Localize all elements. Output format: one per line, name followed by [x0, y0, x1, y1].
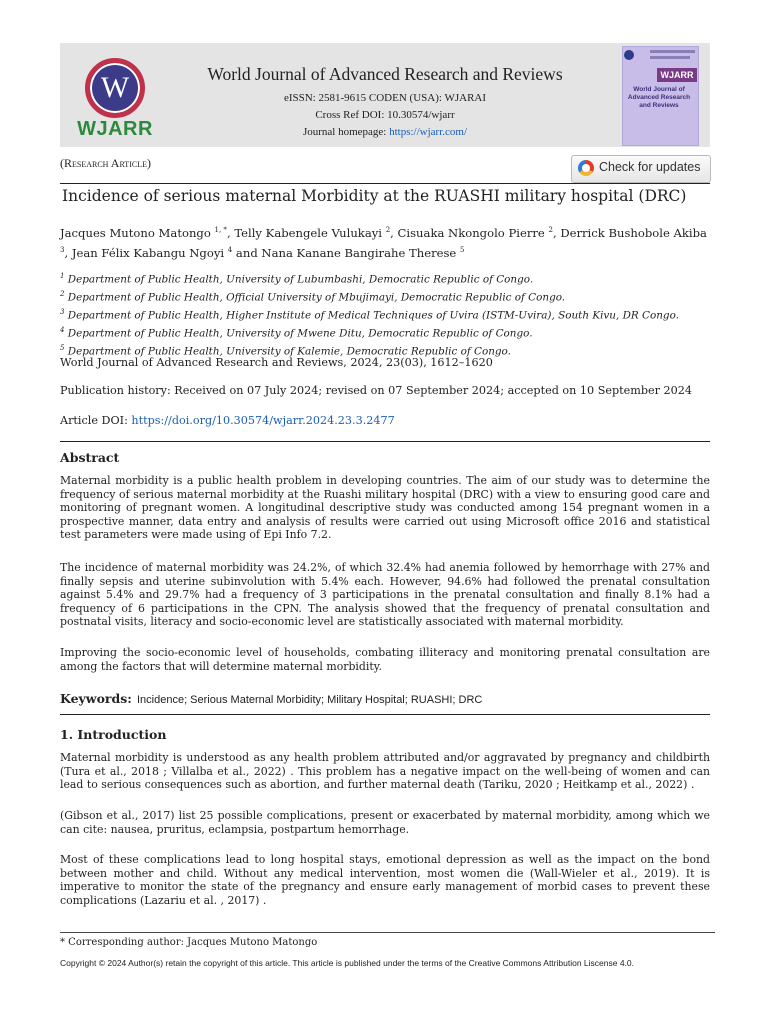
check-updates-label: Check for updates	[599, 160, 701, 174]
citation: World Journal of Advanced Research and Reviews, 2024, 23(03), 1612–1620	[60, 356, 493, 369]
cover-tag: WJARR	[657, 68, 697, 82]
divider	[60, 441, 710, 442]
affiliation: $^2$ Department of Public Health, Official University of Mbujimayi, Democratic Republic of Congo.	[60, 290, 566, 304]
intro-paragraph: (Gibson et al., 2017) list 25 possible complications, present or exacerbated by maternal morbidity, among which we can cite: nausea, pruritus, eclampsia, postpartum hemorrhage.	[60, 809, 710, 836]
section-heading: 1. Introduction	[60, 727, 167, 742]
journal-title: World Journal of Advanced Research and Reviews	[207, 64, 563, 84]
author: Derrick Bushobole Akiba $^3$,	[60, 225, 707, 260]
author: Jacques Mutono Matongo $^{1, *}$,	[60, 225, 235, 240]
article-doi	[60, 414, 710, 427]
corresponding-author: * Corresponding author: Jacques Mutono Matongo	[60, 937, 318, 948]
cover-badge-icon	[624, 50, 634, 60]
affiliation: $^3$ Department of Public Health, Higher Institute of Medical Techniques of Uvira (ISTM-Uvira), South Kivu, DR Congo.	[60, 308, 679, 322]
journal-homepage	[160, 126, 610, 138]
copyright-notice: Copyright © 2024 Author(s) retain the copyright of this article. This article is published under the terms of the Creative Commons Attribution Liscense 4.0.	[60, 958, 634, 968]
author: Telly Kabengele Vulukayi $^2$,	[234, 225, 398, 240]
footnote-rule	[60, 932, 715, 933]
author: Nana Kanane Bangirahe Therese $^5$	[261, 245, 465, 260]
affiliation-list	[60, 269, 720, 359]
cover-text: World Journal of Advanced Research and Reviews	[627, 86, 691, 109]
keywords	[60, 688, 710, 707]
keywords-label: Keywords:	[60, 691, 132, 706]
doi-link[interactable]: https://doi.org/10.30574/wjarr.2024.23.3.2477	[131, 414, 395, 427]
journal-issn: eISSN: 2581-9615 CODEN (USA): WJARAI	[283, 92, 487, 104]
abstract-paragraph: The incidence of maternal morbidity was 24.2%, of which 32.4% had anemia followed by hemorrhage with 27% and finally sepsis and uterine subinvolution with 5.4% each. However, 94.6% had followed the prenatal consultation against 5.4% and 29.7% had a frequency of 3 participations in the prenatal consultation and finally 8.1% had a frequency of 6 participations in the CPN. The analysis showed that the frequency of prenatal consultation and postnatal visits, literacy and socio-economic level are statistically associated with maternal morbidity.	[60, 561, 710, 629]
journal-logo-letter: W	[100, 71, 130, 104]
divider	[60, 714, 710, 715]
homepage-label: Journal homepage:	[302, 126, 390, 138]
publication-history: Publication history: Received on 07 July 2024; revised on 07 September 2024; accepted on 10 September 2024	[60, 384, 693, 397]
abstract-heading: Abstract	[60, 450, 120, 465]
intro-paragraph: Maternal morbidity is understood as any health problem attributed and/or aggravated by pregnancy and childbirth (Tura et al., 2018 ; Villalba et al., 2022) . This problem has a negative impact on the well-being of women and can lead to serious consequences such as abortion, and further maternal death (Tariku, 2020 ; Heitkamp et al., 2022) .	[60, 751, 710, 792]
cover-line	[650, 50, 695, 53]
abstract-paragraph: Maternal morbidity is a public health problem in developing countries. The aim of our study was to determine the frequency of serious maternal morbidity at the Ruashi military hospital (DRC) with a view to ensuring good care and monitoring of pregnant women. A longitudinal descriptive study was conducted among 154 pregnant women in a prospective manner, data entry and analysis of results were carried out using Microsoft office 2016 and statistical test parameters were made using of Epi Info 7.2.	[60, 474, 710, 542]
cover-line	[650, 56, 690, 59]
journal-doi: Cross Ref DOI: 10.30574/wjarr	[315, 109, 455, 121]
affiliation: $^5$ Department of Public Health, University of Kalemie, Democratic Republic of Congo.	[60, 344, 511, 358]
author: Cisuaka Nkongolo Pierre $^2$,	[397, 225, 561, 240]
article-type: (Research Article)	[60, 156, 151, 170]
doi-label: Article DOI:	[60, 414, 132, 427]
abstract-paragraph: Improving the socio-economic level of households, combating illiteracy and monitoring prenatal consultation are among the factors that will determine maternal morbidity.	[60, 646, 710, 673]
intro-paragraph: Most of these complications lead to long hospital stays, emotional depression as well as the impact on the bond between mother and child. Without any medical intervention, most women die (Wall-Wieler et al., 2019). It is imperative to monitor the state of the pregnancy and ensure early management of morbid cases to prevent these complications (Lazariu et al. , 2017) .	[60, 853, 710, 907]
check-updates-icon-center	[582, 164, 590, 172]
divider	[60, 183, 710, 184]
article-title: Incidence of serious maternal Morbidity at the RUASHI military hospital (DRC)	[62, 187, 687, 205]
journal-logo-text: WJARR	[77, 118, 153, 140]
author-list	[60, 222, 710, 262]
keywords-text: Incidence; Serious Maternal Morbidity; Military Hospital; RUASHI; DRC	[136, 694, 483, 706]
affiliation: $^1$ Department of Public Health, University of Lubumbashi, Democratic Republic of Congo.	[60, 272, 534, 286]
author: Jean Félix Kabangu Ngoyi $^4$ and	[71, 245, 262, 260]
homepage-link[interactable]: https://wjarr.com/	[389, 126, 468, 138]
affiliation: $^4$ Department of Public Health, University of Mwene Ditu, Democratic Republic of Congo.	[60, 326, 533, 340]
